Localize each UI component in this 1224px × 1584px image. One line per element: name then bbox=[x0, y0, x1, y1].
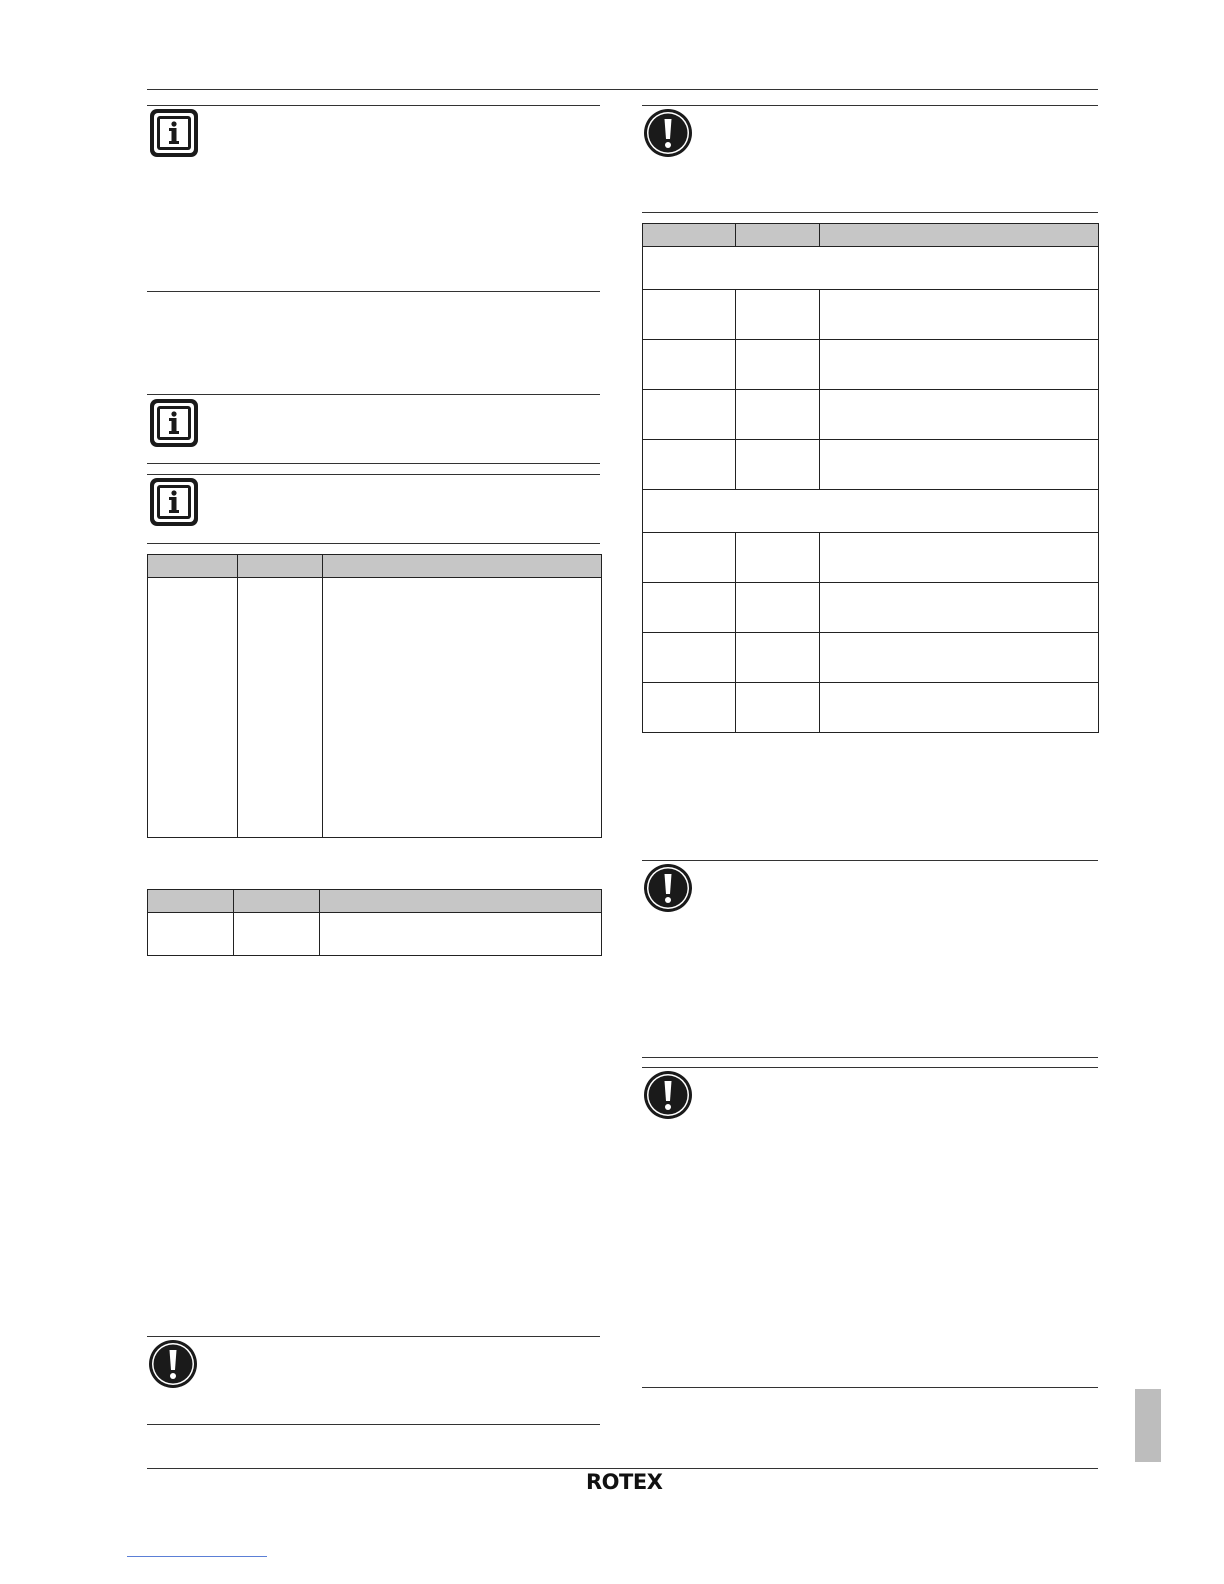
info-icon bbox=[148, 397, 200, 449]
note-bottom-rule bbox=[147, 543, 600, 544]
info-icon bbox=[148, 107, 200, 159]
notice-bottom-rule bbox=[147, 1424, 600, 1425]
note-top-rule bbox=[147, 474, 600, 475]
table-header-row bbox=[148, 555, 602, 578]
table-row bbox=[148, 578, 602, 838]
notice-bottom-rule bbox=[642, 1057, 1098, 1058]
notice-top-rule bbox=[642, 1067, 1098, 1068]
info-icon bbox=[148, 476, 200, 528]
table-row bbox=[643, 633, 1099, 683]
notice-top-rule bbox=[147, 1336, 600, 1337]
page-top-rule bbox=[147, 89, 1098, 90]
notice-top-rule bbox=[642, 860, 1098, 861]
table-header-row bbox=[148, 890, 602, 913]
table-row bbox=[643, 683, 1099, 733]
table-row bbox=[643, 390, 1099, 440]
table-row bbox=[643, 533, 1099, 583]
table-row bbox=[643, 290, 1099, 340]
table-row bbox=[643, 340, 1099, 390]
exclamation-icon bbox=[147, 1338, 199, 1390]
exclamation-icon bbox=[642, 1069, 694, 1121]
exclamation-icon bbox=[642, 862, 694, 914]
table-section-row bbox=[643, 490, 1099, 533]
note-bottom-rule bbox=[147, 463, 600, 464]
notice-bottom-rule bbox=[642, 1387, 1098, 1388]
notice-top-rule bbox=[642, 105, 1098, 106]
brand-logo: ROTEX bbox=[586, 1470, 663, 1494]
note-top-rule bbox=[147, 105, 600, 106]
settings-table bbox=[147, 889, 602, 956]
table-row bbox=[148, 913, 602, 956]
exclamation-icon bbox=[642, 107, 694, 159]
table-header-row bbox=[643, 224, 1099, 247]
side-tab bbox=[1135, 1389, 1161, 1462]
footer-link-underline bbox=[127, 1556, 267, 1557]
notice-bottom-rule bbox=[642, 212, 1098, 213]
settings-table bbox=[147, 554, 602, 838]
table-section-row bbox=[643, 247, 1099, 290]
note-bottom-rule bbox=[147, 291, 600, 292]
page-bottom-rule bbox=[147, 1468, 1098, 1469]
table-row bbox=[643, 583, 1099, 633]
note-top-rule bbox=[147, 394, 600, 395]
settings-table bbox=[642, 223, 1099, 733]
table-row bbox=[643, 440, 1099, 490]
